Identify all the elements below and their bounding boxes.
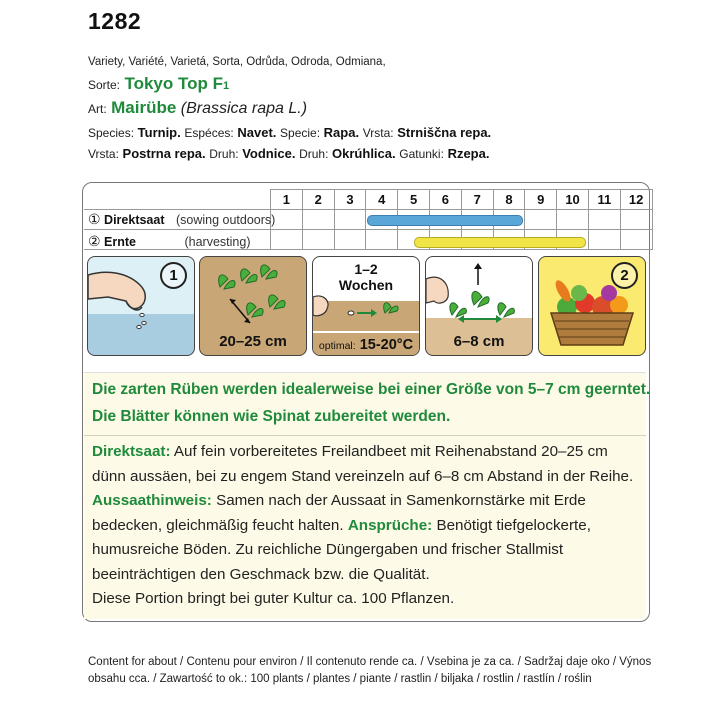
temperature-label: optimal:: [318, 340, 356, 352]
grid-corner: [84, 190, 271, 210]
vegetable-basket-icon: [539, 257, 645, 355]
species-label: Gatunki:: [399, 147, 444, 161]
species-value: Rapa.: [323, 125, 360, 140]
month-cell: 12: [620, 190, 652, 210]
month-cell: 3: [334, 190, 366, 210]
grid-cell: [334, 230, 366, 250]
thinning-text: 6–8 cm: [453, 333, 505, 350]
grid-cell: [271, 230, 303, 250]
grid-cell: [302, 230, 334, 250]
month-cell: 1: [271, 190, 303, 210]
sorte-label: Sorte:: [88, 78, 121, 92]
info-body: [92, 440, 644, 612]
panel-germination: [312, 256, 420, 356]
footer-line-2: obsahu cca. / Zawartość to ok.: 100 plants / plantes / piante / rastlin / biljaka / rostlin / rastlín / roślin: [88, 673, 592, 685]
row-desc: (sowing outdoors): [175, 213, 276, 227]
row-desc: (harvesting): [184, 235, 251, 249]
species-label: Species:: [88, 126, 135, 140]
hand-sowing-icon: [88, 257, 194, 355]
row-spacing-text: 20–25 cm: [219, 333, 287, 350]
grid-cell: [588, 210, 620, 230]
species-value: Strniščna repa.: [397, 125, 492, 140]
panel-number: 1: [160, 262, 187, 289]
species-line-2: [88, 146, 489, 161]
grid-cell: [302, 210, 334, 230]
row-number: ②: [88, 233, 101, 249]
panel-harvest: [538, 256, 646, 356]
temperature-line: [313, 337, 419, 353]
month-cell: 8: [493, 190, 525, 210]
month-cell: 4: [366, 190, 398, 210]
row-direktsaat: [88, 211, 275, 228]
info-divider: [84, 435, 646, 436]
panel-number: 2: [611, 262, 638, 289]
ansprueche-heading: Ansprüche:: [347, 516, 433, 534]
germination-weeks-label: Wochen: [338, 277, 394, 293]
footer-line-1: Content for about / Contenu pour environ / Il contenuto rende ca. / Vsebina je za ca. / Sadržaj daje oko / Výnos: [88, 656, 652, 668]
species-label: Specie:: [280, 126, 321, 140]
harvest-period-bar: [414, 237, 586, 248]
species-value: Vodnice.: [242, 146, 296, 161]
panel-thinning: [425, 256, 533, 356]
ansprueche-text: Benötigt tiefgelockerte, humusreiche Böden. Zu reichliche Düngergaben und frischer Stallmist beeinträchtigen den Geschmack bzw. die Qualität.: [92, 516, 591, 583]
direktsaat-text: Auf fein vorbereitetes Freilandbeet mit Reihenabstand 20–25 cm dünn aussäen, bei zu engem Stand vereinzeln auf 6–8 cm Abstand in der Reihe.: [92, 443, 634, 485]
sorte-subscript: 1: [223, 80, 230, 92]
species-value: Postrna repa.: [122, 146, 206, 161]
art-label: Art:: [88, 102, 107, 116]
month-cell: 2: [302, 190, 334, 210]
month-cell: 10: [557, 190, 589, 210]
art-latin: (Brassica rapa L.): [180, 100, 308, 117]
row-number: ①: [88, 211, 101, 227]
species-value: Okrúhlica.: [332, 146, 396, 161]
variety-line: Variety, Variété, Varietá, Sorta, Odrůda, Odroda, Odmiana,: [88, 56, 386, 68]
aussaat-text: Samen nach der Aussaat in Samenkornstärke mit Erde bedecken, gleichmäßig feucht halten.: [92, 492, 586, 534]
month-cell: 5: [398, 190, 430, 210]
germination-weeks-num: 1–2: [354, 261, 378, 277]
art-line: [88, 98, 307, 118]
info-headline: [92, 376, 650, 430]
species-label: Druh:: [209, 147, 239, 161]
panel-sowing: [87, 256, 195, 356]
species-label: Vrsta:: [88, 147, 119, 161]
row-ernte: [88, 233, 250, 250]
species-line-1: [88, 125, 491, 140]
sorte-line: [88, 74, 229, 94]
month-cell: 11: [588, 190, 620, 210]
month-cell: 7: [461, 190, 493, 210]
row-name: Direktsaat: [104, 213, 165, 227]
sowing-period-bar: [367, 215, 523, 226]
temperature-value: 15-20°C: [359, 337, 414, 353]
portion-text: Diese Portion bringt bei guter Kultur ca. 100 Pflanzen.: [92, 590, 455, 607]
grid-cell: [525, 210, 557, 230]
species-value: Navet.: [237, 125, 277, 140]
direktsaat-heading: Direktsaat:: [92, 443, 171, 460]
grid-cell: [588, 230, 620, 250]
grid-cell: [334, 210, 366, 230]
headline-line-2: Die Blätter können wie Spinat zubereitet werden.: [92, 408, 451, 425]
aussaat-heading: Aussaathinweis:: [92, 492, 212, 509]
species-value: Turnip.: [137, 125, 181, 140]
grid-cell: [620, 210, 652, 230]
product-code: 1282: [88, 8, 142, 34]
species-label: Vrsta:: [362, 126, 394, 140]
grid-cell: [620, 230, 652, 250]
grid-cell: [557, 210, 589, 230]
art-value: Mairübe: [111, 98, 177, 117]
species-value: Rzepa.: [447, 146, 490, 161]
species-label: Druh:: [299, 147, 329, 161]
month-cell: 9: [525, 190, 557, 210]
species-label: Espéces:: [184, 126, 234, 140]
grid-cell: [366, 230, 398, 250]
headline-line-1: Die zarten Rüben werden idealerweise bei einer Größe von 5–7 cm geerntet.: [92, 381, 651, 398]
row-name: Ernte: [104, 235, 136, 249]
month-cell: 6: [429, 190, 461, 210]
panel-row-spacing: [199, 256, 307, 356]
info-text-box: [84, 372, 651, 619]
sorte-value: Tokyo Top F: [124, 74, 223, 93]
